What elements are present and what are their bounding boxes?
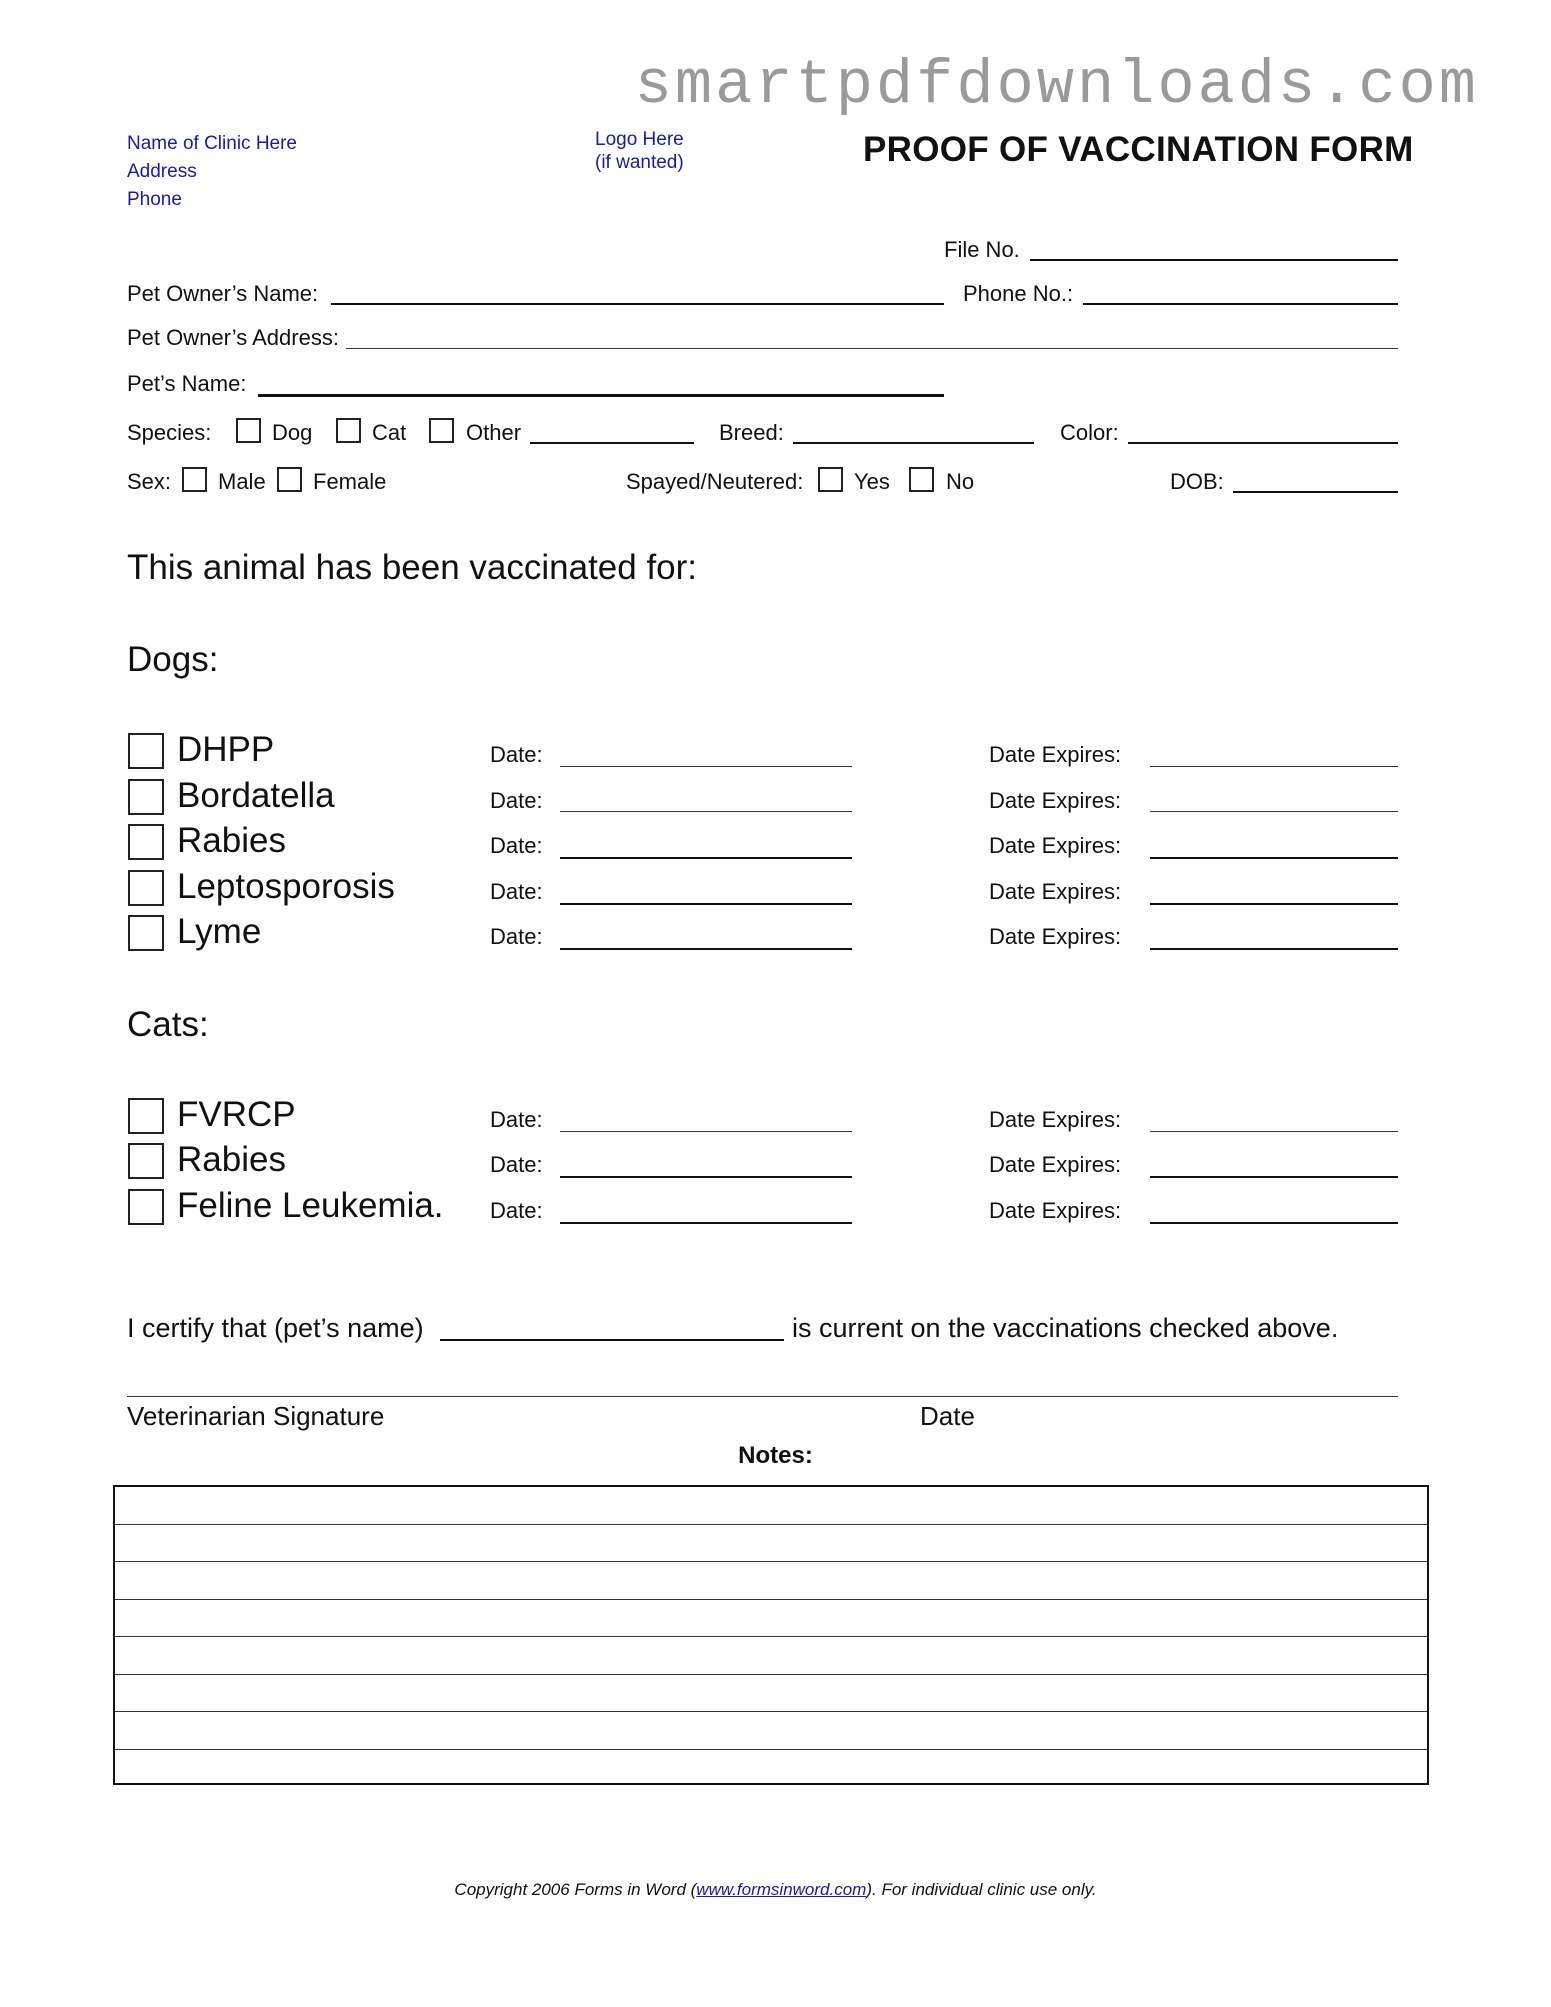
date-field[interactable] xyxy=(560,903,852,905)
feline-leukemia-checkbox[interactable] xyxy=(128,1189,164,1225)
clinic-phone: Phone xyxy=(127,189,182,210)
owner-name-label: Pet Owner’s Name: xyxy=(127,281,319,306)
clinic-info xyxy=(127,130,297,214)
dhpp-checkbox[interactable] xyxy=(128,733,164,769)
spayed-label: Spayed/Neutered: xyxy=(626,469,804,494)
phone-no-label: Phone No.: xyxy=(963,281,1074,306)
vet-signature-label: Veterinarian Signature xyxy=(127,1401,385,1431)
date-field[interactable] xyxy=(560,811,852,812)
date-expires-label: Date Expires: xyxy=(989,1107,1122,1132)
date-label: Date: xyxy=(490,833,543,858)
notes-box[interactable] xyxy=(113,1485,1429,1785)
species-dog-checkbox[interactable] xyxy=(236,418,261,443)
date-expires-label: Date Expires: xyxy=(989,742,1122,767)
spayed-yes-label: Yes xyxy=(854,469,890,494)
date-field[interactable] xyxy=(560,766,852,767)
date-field[interactable] xyxy=(560,1131,852,1132)
spayed-no-checkbox[interactable] xyxy=(909,467,934,492)
color-field[interactable] xyxy=(1128,442,1398,444)
date-field[interactable] xyxy=(560,1176,852,1178)
date-expires-field[interactable] xyxy=(1150,1131,1398,1132)
date-expires-field[interactable] xyxy=(1150,1222,1398,1224)
owner-name-field[interactable] xyxy=(331,303,944,305)
sex-male-checkbox[interactable] xyxy=(182,467,207,492)
breed-field[interactable] xyxy=(793,442,1034,444)
owner-address-label: Pet Owner’s Address: xyxy=(127,325,339,350)
certify-pet-name-field[interactable] xyxy=(440,1339,784,1341)
rabies-cat-checkbox[interactable] xyxy=(128,1143,164,1179)
date-expires-label: Date Expires: xyxy=(989,1198,1122,1223)
species-cat-label: Cat xyxy=(372,420,407,445)
clinic-address: Address xyxy=(127,161,197,182)
date-expires-field[interactable] xyxy=(1150,811,1398,812)
dob-field[interactable] xyxy=(1233,491,1398,493)
footer-prefix: Copyright 2006 Forms in Word ( xyxy=(454,1880,697,1899)
date-label: Date: xyxy=(490,879,543,904)
breed-label: Breed: xyxy=(719,420,784,445)
notes-line[interactable] xyxy=(115,1750,1427,1788)
species-label: Species: xyxy=(127,420,212,445)
date-expires-field[interactable] xyxy=(1150,766,1398,767)
certify-suffix: is current on the vaccinations checked above. xyxy=(792,1313,1339,1343)
date-expires-label: Date Expires: xyxy=(989,924,1122,949)
spayed-yes-checkbox[interactable] xyxy=(818,467,843,492)
vaccine-name: FVRCP xyxy=(177,1095,296,1134)
bordatella-checkbox[interactable] xyxy=(128,779,164,815)
pet-name-label: Pet’s Name: xyxy=(127,371,247,396)
dogs-heading: Dogs: xyxy=(127,640,219,679)
date-expires-label: Date Expires: xyxy=(989,1152,1122,1177)
date-expires-field[interactable] xyxy=(1150,857,1398,859)
date-label: Date: xyxy=(490,1152,543,1177)
notes-line[interactable] xyxy=(115,1675,1427,1713)
notes-label: Notes: xyxy=(738,1442,813,1469)
leptosporosis-checkbox[interactable] xyxy=(128,870,164,906)
sex-label: Sex: xyxy=(127,469,172,494)
owner-address-field[interactable] xyxy=(346,348,1398,349)
color-label: Color: xyxy=(1060,420,1119,445)
notes-line[interactable] xyxy=(115,1712,1427,1750)
vaccine-name: Rabies xyxy=(177,1140,286,1179)
vaccine-name: Feline Leukemia. xyxy=(177,1186,444,1225)
cats-heading: Cats: xyxy=(127,1005,209,1044)
spayed-no-label: No xyxy=(946,469,975,494)
signature-line[interactable] xyxy=(127,1396,1398,1397)
logo-placeholder xyxy=(595,128,684,174)
date-expires-field[interactable] xyxy=(1150,903,1398,905)
date-field[interactable] xyxy=(560,1222,852,1224)
logo-line-1: Logo Here xyxy=(595,129,684,150)
date-expires-field[interactable] xyxy=(1150,948,1398,950)
watermark: smartpdfdownloads.com xyxy=(634,50,1479,121)
dob-label: DOB: xyxy=(1170,469,1224,494)
notes-line[interactable] xyxy=(115,1525,1427,1563)
date-label: Date: xyxy=(490,924,543,949)
date-expires-label: Date Expires: xyxy=(989,833,1122,858)
signature-date-label: Date xyxy=(920,1401,975,1431)
date-field[interactable] xyxy=(560,948,852,950)
species-other-checkbox[interactable] xyxy=(429,418,454,443)
file-no-field[interactable] xyxy=(1030,259,1398,261)
date-expires-label: Date Expires: xyxy=(989,879,1122,904)
notes-line[interactable] xyxy=(115,1637,1427,1675)
notes-line[interactable] xyxy=(115,1600,1427,1638)
sex-male-label: Male xyxy=(218,469,266,494)
notes-line[interactable] xyxy=(115,1562,1427,1600)
rabies-dog-checkbox[interactable] xyxy=(128,824,164,860)
sex-female-checkbox[interactable] xyxy=(277,467,302,492)
phone-no-field[interactable] xyxy=(1083,303,1398,305)
clinic-name: Name of Clinic Here xyxy=(127,133,297,154)
fvrcp-checkbox[interactable] xyxy=(128,1098,164,1134)
logo-line-2: (if wanted) xyxy=(595,152,684,173)
file-no-label: File No. xyxy=(944,237,1020,262)
certify-prefix: I certify that (pet’s name) xyxy=(127,1313,424,1343)
vaccine-name: DHPP xyxy=(177,730,275,769)
species-other-field[interactable] xyxy=(530,442,694,444)
species-dog-label: Dog xyxy=(272,420,313,445)
vaccine-name: Bordatella xyxy=(177,776,335,815)
footer-link[interactable]: www.formsinword.com xyxy=(696,1880,867,1899)
date-expires-field[interactable] xyxy=(1150,1176,1398,1178)
vaccine-name: Leptosporosis xyxy=(177,867,395,906)
form-title: PROOF OF VACCINATION FORM xyxy=(863,130,1414,169)
vaccine-name: Rabies xyxy=(177,821,286,860)
date-label: Date: xyxy=(490,788,543,813)
date-label: Date: xyxy=(490,1198,543,1223)
vaccinated-heading: This animal has been vaccinated for: xyxy=(127,548,698,587)
sex-female-label: Female xyxy=(313,469,387,494)
pet-name-field[interactable] xyxy=(258,394,944,397)
lyme-checkbox[interactable] xyxy=(128,915,164,951)
date-expires-label: Date Expires: xyxy=(989,788,1122,813)
footer-suffix: ). For individual clinic use only. xyxy=(866,1880,1097,1899)
date-label: Date: xyxy=(490,1107,543,1132)
species-other-label: Other xyxy=(466,420,522,445)
species-cat-checkbox[interactable] xyxy=(336,418,361,443)
vaccine-name: Lyme xyxy=(177,912,262,951)
footer xyxy=(0,1880,1551,1900)
date-field[interactable] xyxy=(560,857,852,859)
date-label: Date: xyxy=(490,742,543,767)
notes-line[interactable] xyxy=(115,1487,1427,1525)
